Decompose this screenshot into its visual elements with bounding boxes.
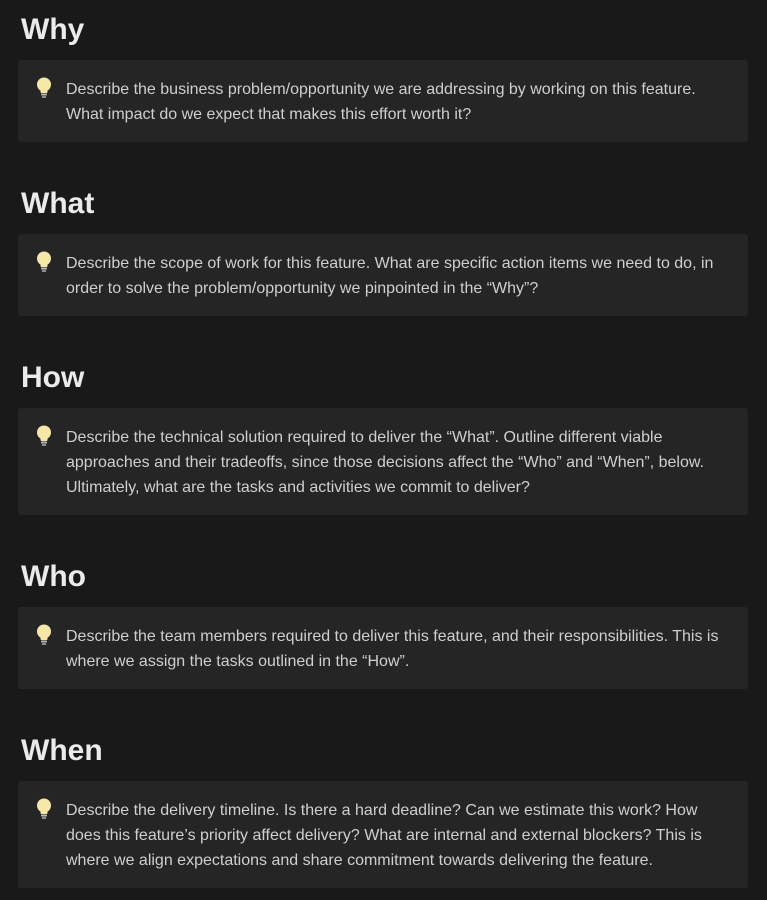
callout-when[interactable] <box>18 781 748 888</box>
callout-what[interactable] <box>18 234 748 316</box>
callout-text-who[interactable]: Describe the team members required to deliver this feature, and their responsibilities. This is where we assign the tasks outlined in the “How”. <box>66 628 719 670</box>
lightbulb-icon <box>35 77 53 99</box>
heading-when[interactable]: When <box>21 734 103 767</box>
lightbulb-icon <box>35 624 53 646</box>
callout-text-what[interactable]: Describe the scope of work for this feature. What are specific action items we need to do, in order to solve the problem/opportunity we pinpointed in the “Why”? <box>66 255 714 297</box>
lightbulb-icon <box>35 425 53 447</box>
heading-who[interactable]: Who <box>21 560 86 593</box>
lightbulb-icon <box>35 798 53 820</box>
heading-how[interactable]: How <box>21 361 85 394</box>
callout-text-when[interactable]: Describe the delivery timeline. Is there a hard deadline? Can we estimate this work? How does this feature’s priority affect delivery? What are internal and external blockers? This is where we align expectations and share commitment towards delivering the feature. <box>66 802 702 869</box>
callout-how[interactable] <box>18 408 748 515</box>
lightbulb-icon <box>35 251 53 273</box>
callout-text-how[interactable]: Describe the technical solution required to deliver the “What”. Outline different viable approaches and their tradeoffs, since those decisions affect the “Who” and “When”, below. Ultimately, what are the tasks and activities we commit to deliver? <box>66 429 704 496</box>
callout-why[interactable] <box>18 60 748 142</box>
heading-why[interactable]: Why <box>21 13 85 46</box>
callout-text-why[interactable]: Describe the business problem/opportunity we are addressing by working on this feature. What impact do we expect that makes this effort worth it? <box>66 81 696 123</box>
callout-who[interactable] <box>18 607 748 689</box>
heading-what[interactable]: What <box>21 187 95 220</box>
